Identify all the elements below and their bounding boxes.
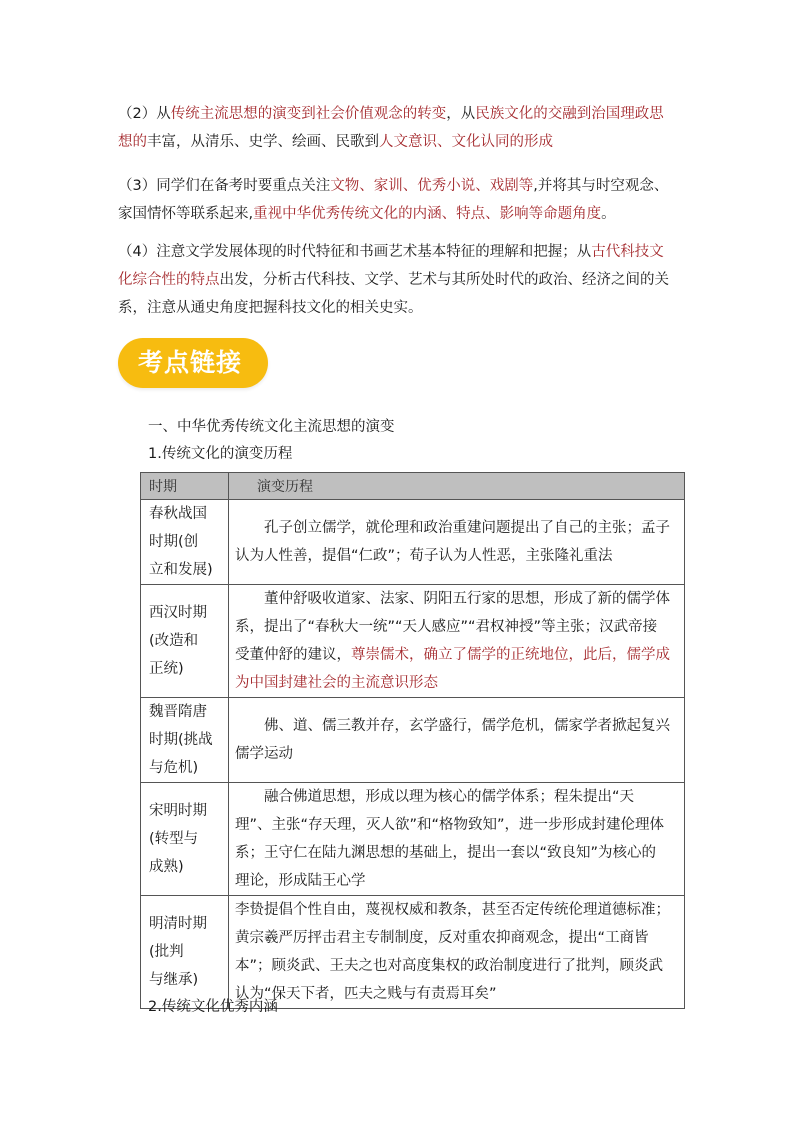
process-segment: 董仲舒吸收道家、法家、阴阳五行家的思想，形成了新的儒学体系，提出了“春秋大一统”“天人感应”“君权神授”等主张；汉武帝接受董仲舒的建议， [235, 591, 670, 663]
process-text [229, 514, 684, 570]
period-line: 时期(挑战 [149, 732, 213, 748]
header-period: 时期 [141, 473, 229, 500]
table-row [141, 585, 685, 698]
process-text [229, 585, 684, 697]
period-label [141, 500, 228, 584]
period-line: 宋明时期 [149, 803, 207, 819]
process-segment: 尊崇儒术，确立了儒学的正统地位，此后，儒学成为中国封建社会的主流意识形态 [235, 647, 670, 691]
process-segment: 融合佛道思想，形成以理为核心的儒学体系；程朱提出“天理”、主张“存天理，灭人欲”和“格物致知”，进一步形成封建伦理体系；王守仁在陆九渊思想的基础上，提出一套以“致良知”为核心的理论，形成陆王心学 [235, 789, 665, 889]
period-cell [141, 698, 229, 783]
section-badge [118, 338, 268, 388]
paragraph-segment: ，从 [446, 106, 476, 122]
period-label [141, 698, 228, 782]
note-paragraph-2 [118, 100, 678, 156]
period-line: 与继承) [149, 972, 199, 988]
process-text [229, 896, 684, 1008]
process-segment: 佛、道、儒三教并存，玄学盛行，儒学危机，儒家学者掀起复兴儒学运动 [235, 718, 670, 762]
table-row [141, 896, 685, 1009]
paragraph-segment: 文物、家训、优秀小说、戏剧等 [330, 178, 534, 194]
period-line: 与危机) [149, 760, 199, 776]
period-line: 时期(创 [149, 534, 199, 550]
evolution-table [140, 472, 685, 1009]
paragraph-segment: 丰富，从清乐、史学、绘画、民歌到 [147, 134, 379, 150]
period-label [141, 910, 228, 994]
period-line: 魏晋隋唐 [149, 704, 207, 720]
paragraph-segment: （4）注意文学发展体现的时代特征和书画艺术基本特征的理解和把握；从 [118, 244, 592, 260]
period-cell [141, 896, 229, 1009]
paragraph-segment: （2）从 [118, 106, 171, 122]
process-text [229, 783, 684, 895]
period-line: 正统) [149, 661, 184, 677]
paragraph-segment: 出发，分析古代科技、文学、艺术与其所处时代的政治、经济之间的关系，注意从通史角度把握科技文化的相关史实。 [118, 272, 669, 316]
header-process: 演变历程 [229, 473, 685, 500]
subheading-connotation: 2.传统文化优秀内涵 [148, 999, 278, 1015]
period-cell [141, 500, 229, 585]
process-text [229, 712, 684, 768]
section-badge-label: 考点链接 [138, 348, 243, 377]
content-cell [229, 585, 685, 698]
period-line: 西汉时期 [149, 605, 207, 621]
period-cell [141, 783, 229, 896]
paragraph-segment: 传统主流思想的演变到社会价值观念的转变 [170, 106, 447, 122]
note-paragraph-3 [118, 172, 678, 228]
period-line: 立和发展) [149, 562, 213, 578]
paragraph-segment: 古代科技文化综合性的特点 [118, 244, 664, 288]
period-line: 成熟) [149, 859, 184, 875]
period-line: (批判 [149, 944, 184, 960]
period-line: 明清时期 [149, 916, 207, 932]
paragraph-segment: ,并将其与时空观念、家国情怀等联系起来, [118, 178, 669, 222]
subheading-evolution: 1.传统文化的演变历程 [148, 446, 293, 462]
table-row [141, 500, 685, 585]
period-line: 春秋战国 [149, 506, 207, 522]
period-cell [141, 585, 229, 698]
process-segment: 李贽提倡个性自由，蔑视权威和教条，甚至否定传统伦理道德标准；黄宗羲严厉抨击君主专制制度，反对重农抑商观念，提出“工商皆本”；顾炎武、王夫之也对高度集权的政治制度进行了批判，顾炎武认为“保天下者，匹夫之贱与有责焉耳矣” [235, 902, 670, 1002]
note-paragraph-4 [118, 238, 678, 322]
table-header-row [141, 473, 685, 500]
paragraph-segment: 民族文化的交融到治国理政思想的 [118, 106, 664, 150]
content-cell [229, 698, 685, 783]
table-row [141, 783, 685, 896]
period-label [141, 599, 228, 683]
process-segment: 孔子创立儒学，就伦理和政治重建问题提出了自己的主张；孟子认为人性善，提倡“仁政”；荀子认为人性恶，主张隆礼重法 [235, 520, 670, 564]
paragraph-segment: 。 [601, 206, 616, 222]
period-line: (转型与 [149, 831, 199, 847]
paragraph-segment: 人文意识、文化认同的形成 [379, 134, 553, 150]
table-row [141, 698, 685, 783]
section-heading: 一、中华优秀传统文化主流思想的演变 [148, 419, 395, 435]
content-cell [229, 896, 685, 1009]
content-cell [229, 783, 685, 896]
paragraph-segment: 重视中华优秀传统文化的内涵、特点、影响等命题角度 [253, 206, 602, 222]
content-cell [229, 500, 685, 585]
paragraph-segment: （3）同学们在备考时要重点关注 [118, 178, 331, 194]
period-label [141, 797, 228, 881]
period-line: (改造和 [149, 633, 199, 649]
